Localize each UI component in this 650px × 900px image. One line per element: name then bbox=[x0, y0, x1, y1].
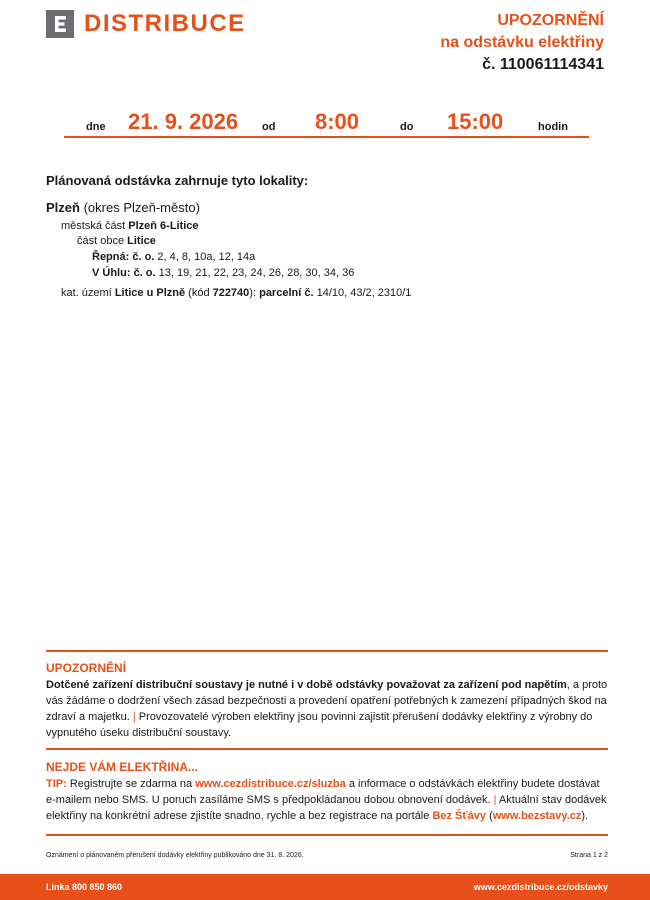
paren-open: ( bbox=[489, 810, 493, 822]
street-co-label: č. o. bbox=[132, 251, 155, 263]
cadastre-prefix: kat. území bbox=[61, 287, 112, 299]
hodin-label: hodin bbox=[538, 121, 568, 133]
cadastre-row bbox=[61, 286, 411, 301]
tip-text: a informace o odstávkách elektřiny budete dostávat e-mailem nebo SMS. U poruch zasíláme SMS s předpokládanou dobou obnovení dodávek. bbox=[46, 778, 600, 806]
warning-body bbox=[46, 677, 610, 741]
paren-close: ). bbox=[581, 810, 589, 822]
outage-to-time: 15:00 bbox=[447, 109, 504, 134]
outage-from-time: 8:00 bbox=[315, 109, 360, 134]
tip-section-title: NEJDE VÁM ELEKTŘINA... bbox=[46, 760, 199, 774]
street-numbers: 2, 4, 8, 10a, 12, 14a bbox=[157, 251, 256, 263]
notice-subtitle: na odstávku elektřiny bbox=[440, 34, 604, 51]
tip-divider: | bbox=[493, 794, 497, 806]
location-city bbox=[46, 200, 200, 215]
notice-title: UPOZORNĚNÍ bbox=[497, 12, 604, 29]
warning-text: , a proto vás žádáme o dodržení všech zásad bezpečnosti a provedení opatření potřebných k zamezení případných škod na zdraví a majetku. bbox=[46, 679, 608, 723]
tip-label: TIP: bbox=[46, 778, 67, 790]
location-subpart bbox=[77, 234, 156, 249]
portal-name: Bez Šťávy bbox=[432, 810, 487, 822]
street-name: Řepná: bbox=[92, 251, 130, 263]
brand-name: DISTRIBUCE bbox=[84, 10, 246, 37]
brand-logo bbox=[46, 10, 246, 38]
parcel-numbers: 14/10, 43/2, 2310/1 bbox=[316, 287, 412, 299]
bezstavy-link[interactable]: www.bezstavy.cz bbox=[492, 810, 582, 822]
cadastre-code-close: ): bbox=[249, 287, 257, 299]
outages-website-link[interactable]: www.cezdistribuce.cz/odstavky bbox=[473, 882, 608, 892]
part-label: městská část bbox=[61, 220, 126, 232]
cadastre-name: Litice u Plzně bbox=[114, 287, 186, 299]
localities-intro: Plánovaná odstávka zahrnuje tyto lokality: bbox=[46, 173, 309, 188]
section-divider bbox=[46, 650, 608, 652]
tip-body bbox=[46, 776, 610, 824]
location-part bbox=[61, 219, 199, 234]
tip-text: Registrujte se zdarma na bbox=[69, 778, 193, 790]
street-numbers: 13, 19, 21, 22, 23, 24, 26, 28, 30, 34, 36 bbox=[158, 267, 355, 279]
cadastre-code: 722740 bbox=[212, 287, 250, 299]
page-number: Strana 1 z 2 bbox=[570, 852, 608, 859]
city-name: Plzeň bbox=[46, 200, 80, 215]
street-co-label: č. o. bbox=[133, 267, 156, 279]
hotline-number[interactable]: Linka 800 850 860 bbox=[46, 882, 123, 892]
cez-e-logo-icon bbox=[46, 10, 74, 38]
tip-text: Aktuální stav dodávek elektřiny na konkrétní adrese zjistíte snadno, rychle a bez registrace na portále bbox=[46, 794, 607, 822]
outage-date: 21. 9. 2026 bbox=[128, 109, 239, 134]
do-label: do bbox=[400, 121, 414, 133]
warning-divider: | bbox=[132, 711, 136, 723]
registration-link[interactable]: www.cezdistribuce.cz/sluzba bbox=[195, 778, 346, 790]
section-divider bbox=[46, 748, 608, 750]
warning-title: UPOZORNĚNÍ bbox=[46, 661, 127, 675]
warning-bold-text: Dotčené zařízení distribuční soustavy je nutné i v době odstávky považovat za zařízení pod napětím bbox=[46, 679, 567, 691]
notice-heading bbox=[440, 10, 604, 76]
warning-text-producers: Provozovatelé výroben elektřiny jsou povinni zajistit přerušení dodávky elektřiny z výrobny do vypnutého úseku distribuční soustavy. bbox=[46, 711, 593, 739]
parcel-label: parcelní č. bbox=[259, 287, 314, 299]
street-row bbox=[92, 266, 354, 281]
od-label: od bbox=[262, 121, 276, 133]
street-name: V Úhlu: bbox=[92, 267, 131, 279]
publication-note: Oznámení o plánovaném přerušení dodávky elektřiny publikováno dne 31. 8. 2026. bbox=[46, 852, 304, 859]
outage-datetime-bar bbox=[64, 108, 589, 138]
cadastre-code-open: (kód bbox=[188, 287, 210, 299]
subpart-name: Litice bbox=[127, 235, 156, 247]
dne-label: dne bbox=[86, 121, 106, 133]
subpart-label: část obce bbox=[77, 235, 125, 247]
street-row bbox=[92, 250, 255, 265]
section-divider bbox=[46, 834, 608, 836]
notice-number: č. 110061114341 bbox=[482, 56, 604, 73]
part-name: Plzeň 6-Litice bbox=[128, 220, 199, 232]
city-district: (okres Plzeň-město) bbox=[83, 200, 200, 215]
footer-bar bbox=[0, 874, 650, 900]
